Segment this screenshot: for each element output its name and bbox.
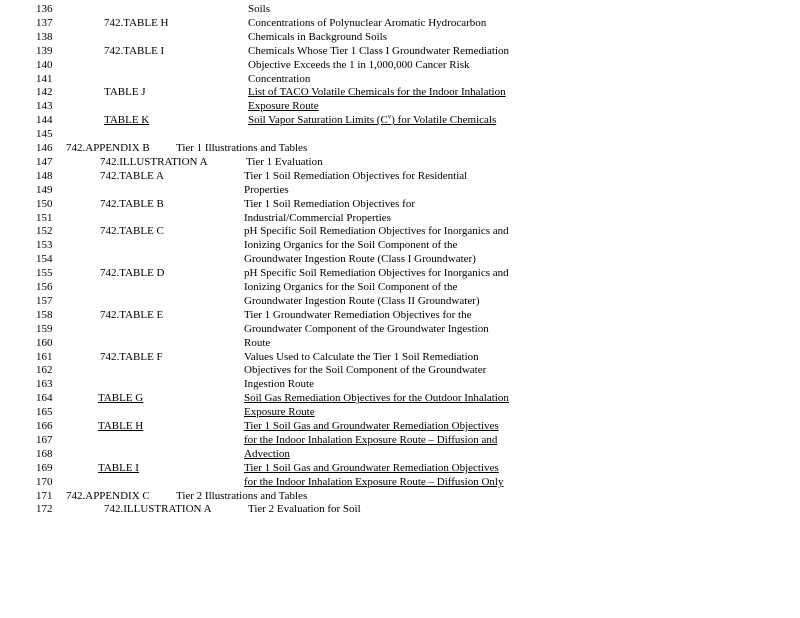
- section-label: TABLE J: [104, 86, 146, 99]
- line-number: 155: [36, 267, 53, 280]
- section-label: 742.TABLE C: [100, 225, 164, 238]
- line-number: 149: [36, 183, 53, 196]
- entry-text: Soils: [248, 3, 271, 15]
- line-number: 150: [36, 197, 53, 210]
- entry-text: Tier 1 Soil Remediation Objectives for Residential: [244, 169, 468, 182]
- entry-text: Ionizing Organics for the Soil Component of the: [244, 239, 458, 252]
- line-number: 154: [36, 253, 53, 266]
- entry-text: Objective Exceeds the 1 in 1,000,000 Cancer Risk: [248, 58, 470, 71]
- entry-text: Tier 2 Illustrations and Tables: [176, 489, 308, 502]
- section-label: TABLE I: [98, 461, 139, 474]
- line-number: 167: [36, 433, 53, 446]
- line-number: 137: [36, 16, 53, 29]
- line-number: 163: [36, 378, 53, 391]
- entry-text: for the Indoor Inhalation Exposure Route – Diffusion Only: [244, 475, 504, 488]
- line-number: 170: [36, 475, 53, 488]
- entry-text: Groundwater Component of the Groundwater Ingestion: [244, 322, 489, 335]
- line-number: 143: [36, 100, 53, 113]
- entry-text: Values Used to Calculate the Tier 1 Soil Remediation: [244, 350, 479, 363]
- line-number: 136: [36, 3, 53, 15]
- line-number: 160: [36, 336, 53, 349]
- entry-text: Ingestion Route: [244, 378, 314, 391]
- entry-text: Properties: [244, 183, 289, 196]
- entry-text: Soil Vapor Saturation Limits $(C^v)$ for Volatile Chemicals: [248, 112, 497, 127]
- superscript: v: [387, 112, 392, 121]
- entry-text: Tier 1 Soil Gas and Groundwater Remediation Objectives: [244, 420, 499, 432]
- section-label: 742.TABLE I: [104, 44, 165, 57]
- line-number: 140: [36, 58, 53, 71]
- entry-text: Exposure Route: [244, 406, 315, 419]
- entry-text: pH Specific Soil Remediation Objectives for Inorganics and: [244, 225, 509, 238]
- entry-text: Ionizing Organics for the Soil Component of the: [244, 281, 458, 293]
- entry-text: for the Indoor Inhalation Exposure Route – Diffusion and: [244, 433, 498, 446]
- line-number: 147: [36, 155, 53, 168]
- line-number: 169: [36, 461, 53, 474]
- line-number: 156: [36, 281, 53, 293]
- line-number: 161: [36, 350, 53, 363]
- section-label: TABLE G: [98, 392, 144, 405]
- entry-text: List of TACO Volatile Chemicals for the Indoor Inhalation: [248, 86, 506, 99]
- entry-text: Chemicals Whose Tier 1 Class I Groundwater Remediation: [248, 44, 510, 57]
- entry-text: Chemicals in Background Soils: [248, 30, 388, 43]
- entry-text: pH Specific Soil Remediation Objectives for Inorganics and: [244, 267, 509, 280]
- line-number: 171: [36, 489, 53, 502]
- entry-text: Advection: [244, 447, 290, 460]
- line-number: 159: [36, 322, 53, 335]
- line-number: 168: [36, 447, 53, 460]
- entry-text: Soil Gas Remediation Objectives for the Outdoor Inhalation: [244, 392, 509, 405]
- line-number: 148: [36, 169, 53, 182]
- line-number: 152: [36, 225, 53, 238]
- line-number: 138: [36, 30, 53, 43]
- line-number: 153: [36, 239, 53, 252]
- entry-text: Groundwater Ingestion Route (Class I Groundwater): [244, 253, 476, 266]
- line-number: 165: [36, 406, 53, 419]
- line-number: 141: [36, 72, 53, 85]
- line-number: 146: [36, 142, 53, 154]
- line-number: 144: [36, 114, 53, 127]
- entry-text: Route: [244, 336, 271, 349]
- entry-text: Concentrations of Polynuclear Aromatic Hydrocarbon: [248, 16, 487, 29]
- section-label: TABLE K: [104, 114, 150, 127]
- section-label: 742.ILLUSTRATION A: [104, 503, 212, 516]
- line-number: 139: [36, 44, 53, 57]
- line-number: 166: [36, 420, 53, 432]
- entry-text: Exposure Route: [248, 100, 319, 113]
- entry-text: Tier 1 Soil Remediation Objectives for: [244, 197, 415, 210]
- section-label: 742.ILLUSTRATION A: [100, 155, 208, 168]
- section-label: 742.TABLE H: [104, 16, 169, 29]
- line-number: 158: [36, 308, 53, 321]
- line-number: 157: [36, 294, 53, 307]
- entry-text: Tier 2 Evaluation for Soil: [248, 503, 361, 516]
- line-number: 164: [36, 392, 53, 405]
- entry-text: Concentration: [248, 72, 311, 85]
- entry-text: Objectives for the Soil Component of the Groundwater: [244, 364, 487, 377]
- section-label: TABLE H: [98, 420, 144, 432]
- entry-text: Tier 1 Soil Gas and Groundwater Remediation Objectives: [244, 461, 499, 474]
- section-label: 742.TABLE E: [100, 308, 164, 321]
- entry-text: Tier 1 Groundwater Remediation Objectives for the: [244, 308, 472, 321]
- section-label: 742.TABLE A: [100, 169, 164, 182]
- section-label: 742.APPENDIX C: [66, 489, 150, 502]
- line-number: 142: [36, 86, 53, 99]
- entry-text: Groundwater Ingestion Route (Class II Groundwater): [244, 294, 480, 307]
- section-label: 742.TABLE B: [100, 197, 164, 210]
- entry-text: Tier 1 Evaluation: [246, 155, 323, 168]
- section-label: 742.TABLE F: [100, 350, 163, 363]
- line-number: 145: [36, 128, 53, 141]
- line-number: 162: [36, 364, 53, 377]
- line-number: 151: [36, 211, 53, 224]
- section-label: 742.APPENDIX B: [66, 142, 150, 154]
- line-number: 172: [36, 503, 53, 516]
- entry-text: Tier 1 Illustrations and Tables: [176, 142, 308, 154]
- section-label: 742.TABLE D: [100, 267, 165, 280]
- entry-text: Industrial/Commercial Properties: [244, 211, 391, 224]
